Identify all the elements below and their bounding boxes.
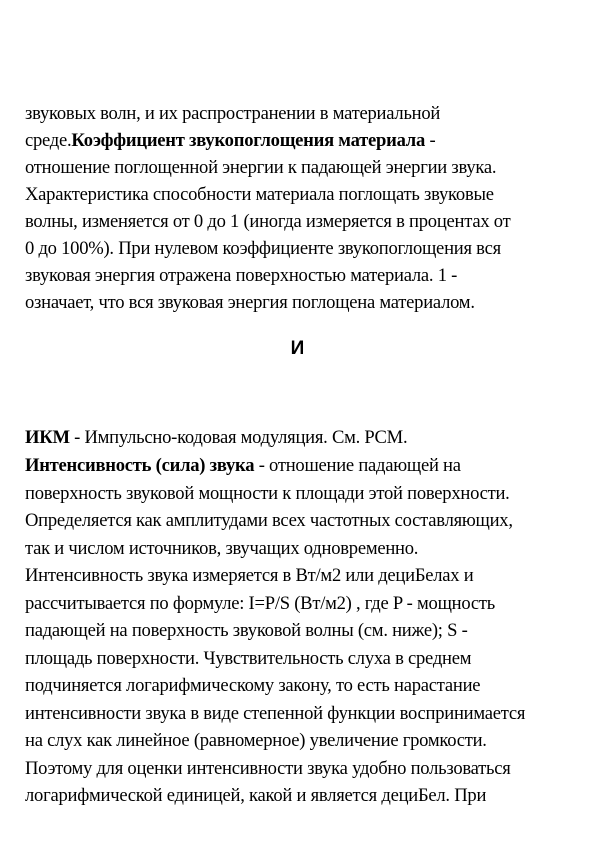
- text-line: Определяется как амплитудами всех частотных составляющих,: [25, 510, 513, 531]
- text-line: отношение поглощенной энергии к падающей энергии звука.: [25, 157, 497, 178]
- text-line: логарифмической единицей, какой и является дециБел. При: [25, 785, 487, 806]
- text-line: [25, 128, 580, 154]
- text-line: [25, 425, 580, 451]
- text-line: Интенсивность звука измеряется в Вт/м2 или дециБелах и: [25, 565, 474, 586]
- text-fragment: - отношение падающей на: [254, 455, 461, 476]
- text-line: Характеристика способности материала поглощать звуковые: [25, 184, 494, 205]
- text-line: Поэтому для оценки интенсивности звука удобно пользоваться: [25, 758, 511, 779]
- text-line: звуковых волн, и их распространении в материальной: [25, 103, 441, 124]
- text-line: интенсивности звука в виде степенной функции воспринимается: [25, 703, 526, 724]
- text-line: площадь поверхности. Чувствительность слуха в среднем: [25, 648, 472, 669]
- term-absorption-coefficient: Коэффициент звукопоглощения материала: [71, 130, 426, 151]
- text-line: так и числом источников, звучащих одновременно.: [25, 538, 419, 559]
- text-line: звуковая энергия отражена поверхностью материала. 1 -: [25, 265, 458, 286]
- text-line: волны, изменяется от 0 до 1 (иногда измеряется в процентах от: [25, 211, 511, 232]
- text-line: подчиняется логарифмическому закону, то есть нарастание: [25, 675, 481, 696]
- text-line: [25, 453, 580, 479]
- text-line: падающей на поверхность звуковой волны (см. ниже); S -: [25, 620, 468, 641]
- term-sound-intensity: Интенсивность (сила) звука: [25, 455, 255, 476]
- text-line: рассчитывается по формуле: I=P/S (Вт/м2) , где P - мощность: [25, 593, 495, 614]
- text-line: 0 до 100%). При нулевом коэффициенте звукопоглощения вся: [25, 238, 501, 259]
- text-fragment: -: [425, 130, 436, 151]
- text-fragment: среде.: [25, 130, 72, 151]
- text-line: на слух как линейное (равномерное) увеличение громкости.: [25, 730, 487, 751]
- term-ikm: ИКМ: [25, 427, 70, 448]
- section-letter-heading: И: [290, 338, 305, 359]
- text-fragment: - Импульсно-кодовая модуляция. См. PCM.: [69, 427, 408, 448]
- text-line: поверхность звуковой мощности к площади этой поверхности.: [25, 483, 510, 504]
- text-line: означает, что вся звуковая энергия поглощена материалом.: [25, 292, 475, 313]
